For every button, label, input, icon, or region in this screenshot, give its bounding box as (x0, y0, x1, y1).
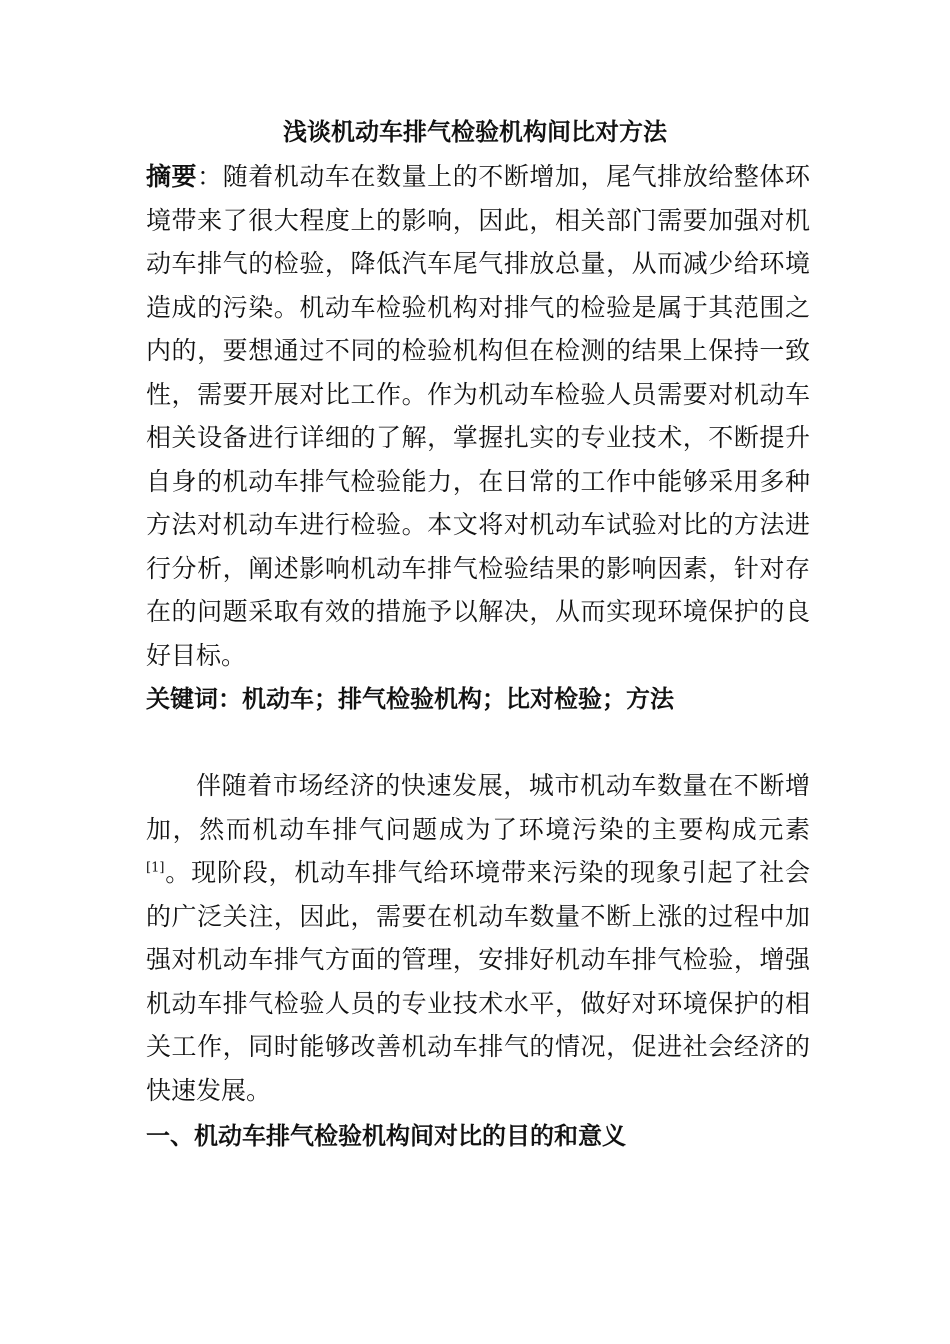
intro-paragraph (146, 764, 810, 1112)
intro-text-part1: 伴随着市场经济的快速发展，城市机动车数量在不断增加，然而机动车排气问题成为了环境污染的主要构成元素 (146, 771, 810, 844)
section-heading: 一、机动车排气检验机构间对比的目的和意义 (146, 1122, 626, 1150)
abstract-separator: ： (197, 162, 223, 191)
citation-marker[interactable]: [1] (146, 860, 165, 876)
abstract-paragraph (146, 155, 810, 677)
intro-text-part2: 。现阶段，机动车排气给环境带来污染的现象引起了社会的广泛关注，因此，需要在机动车数量不断上涨的过程中加强对机动车排气方面的管理，安排好机动车排气检验，增强机动车排气检验人员的专业技术水平，做好对环境保护的相关工作，同时能够改善机动车排气的情况，促进社会经济的快速发展。 (146, 858, 810, 1105)
abstract-text: 随着机动车在数量上的不断增加，尾气排放给整体环境带来了很大程度上的影响，因此，相关部门需要加强对机动车排气的检验，降低汽车尾气排放总量，从而减少给环境造成的污染。机动车检验机构对排气的检验是属于其范围之内的，要想通过不同的检验机构但在检测的结果上保持一致性，需要开展对比工作。作为机动车检验人员需要对机动车相关设备进行详细的了解，掌握扎实的专业技术，不断提升自身的机动车排气检验能力，在日常的工作中能够采用多种方法对机动车进行检验。本文将对机动车试验对比的方法进行分析，阐述影响机动车排气检验结果的影响因素，针对存在的问题采取有效的措施予以解决，从而实现环境保护的良好目标。 (146, 162, 810, 670)
document-title: 浅谈机动车排气检验机构间比对方法 (283, 118, 667, 146)
keywords-line: 关键词：机动车；排气检验机构；比对检验；方法 (146, 685, 674, 713)
abstract-label: 摘要 (146, 162, 198, 191)
